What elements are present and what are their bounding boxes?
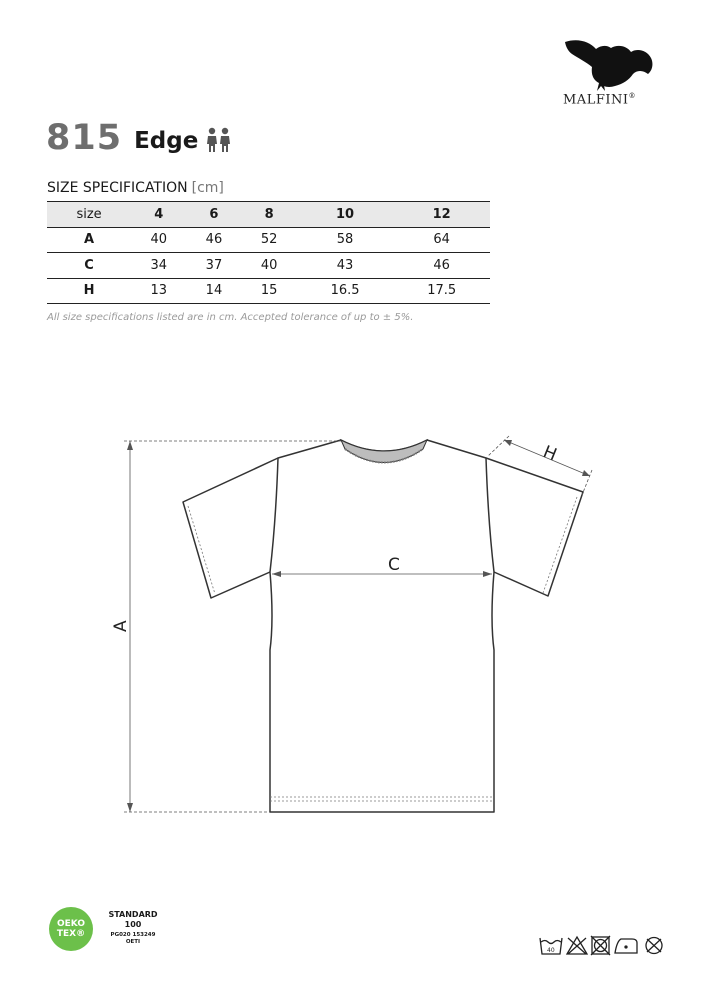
header-cell: size xyxy=(47,202,131,228)
dimension-label-h: H xyxy=(540,442,560,466)
product-name: Edge xyxy=(134,128,199,154)
oeko-tex-badge: OEKO TEX® xyxy=(49,907,93,951)
table-cell: 58 xyxy=(297,227,394,253)
wash-temp-label: 40 xyxy=(547,947,555,954)
row-label: C xyxy=(47,253,131,279)
table-cell: 16.5 xyxy=(297,278,394,304)
oeko-tex-certification xyxy=(49,907,169,962)
header-cell: 6 xyxy=(186,202,241,228)
table-cell: 40 xyxy=(131,227,186,253)
table-cell: 52 xyxy=(242,227,297,253)
table-cell: 46 xyxy=(393,253,490,279)
table-cell: 15 xyxy=(242,278,297,304)
table-cell: 34 xyxy=(131,253,186,279)
table-cell: 13 xyxy=(131,278,186,304)
no-tumble-dry-icon xyxy=(591,936,610,955)
row-label: H xyxy=(47,278,131,304)
right-sleeve xyxy=(486,458,583,596)
no-bleach-icon xyxy=(567,937,587,954)
oeko-code: PG020 153249 OETI xyxy=(110,932,156,945)
row-label: A xyxy=(47,227,131,253)
header-cell: 10 xyxy=(297,202,394,228)
header-cell: 4 xyxy=(131,202,186,228)
table-cell: 37 xyxy=(186,253,241,279)
header-cell: 12 xyxy=(393,202,490,228)
care-symbols xyxy=(539,934,667,960)
table-cell: 64 xyxy=(393,227,490,253)
table-cell: 14 xyxy=(186,278,241,304)
header-cell: 8 xyxy=(242,202,297,228)
iron-low-icon xyxy=(615,939,637,953)
dimension-label-c: C xyxy=(388,555,400,575)
brand-name: MALFINI® xyxy=(563,92,636,108)
left-sleeve xyxy=(183,458,278,598)
product-number: 815 xyxy=(46,118,123,158)
dimension-label-a: A xyxy=(111,620,131,632)
table-cell: 43 xyxy=(297,253,394,279)
table-cell: 46 xyxy=(186,227,241,253)
oeko-standard: STANDARD 100 xyxy=(108,910,158,929)
tolerance-note: All size specifications listed are in cm. Accepted tolerance of up to ± 5%. xyxy=(47,312,414,323)
no-dry-clean-icon xyxy=(646,938,662,954)
tshirt-outline xyxy=(270,440,494,812)
table-cell: 40 xyxy=(242,253,297,279)
table-cell: 17.5 xyxy=(393,278,490,304)
collar xyxy=(341,440,427,463)
spec-unit: [cm] xyxy=(191,180,224,196)
spec-title: SIZE SPECIFICATION [cm] xyxy=(47,180,224,196)
